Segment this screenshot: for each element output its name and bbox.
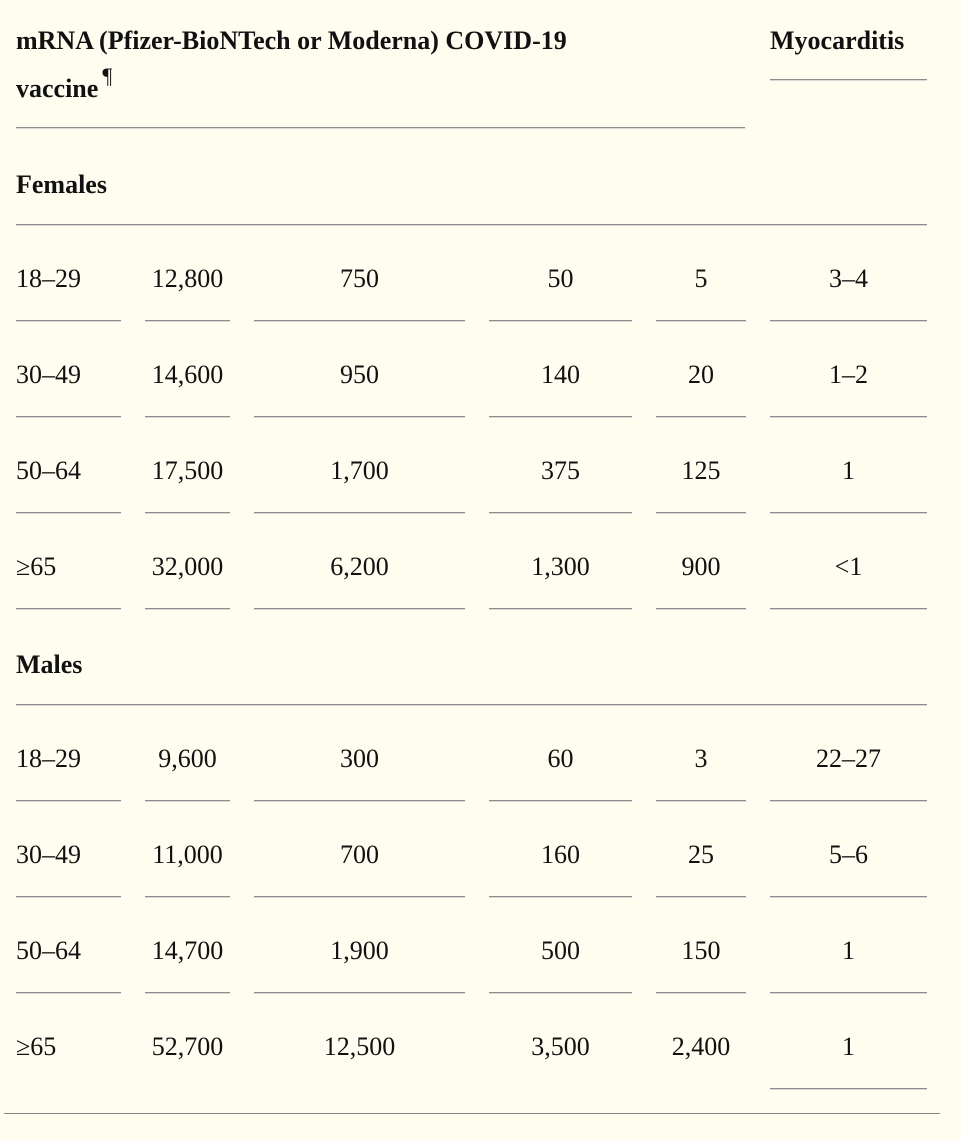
table-cell-c4: 125 xyxy=(681,456,721,485)
cell-rule xyxy=(16,416,121,418)
table-cell-age: ≥65 xyxy=(16,1032,57,1061)
cell-rule xyxy=(656,896,746,898)
table-cell-c3: 60 xyxy=(547,744,574,773)
cell-rule xyxy=(770,320,927,322)
cell-rule xyxy=(254,992,465,994)
table-cell-c2: 700 xyxy=(340,840,379,869)
cell-rule xyxy=(489,416,632,418)
cell-rule xyxy=(489,608,632,610)
footnote-mark: ¶ xyxy=(102,63,113,88)
table-cell-c1: 9,600 xyxy=(158,744,217,773)
myocarditis-header: Myocarditis xyxy=(770,26,905,55)
cell-rule xyxy=(254,416,465,418)
cell-rule xyxy=(489,512,632,514)
table-cell-c2: 1,900 xyxy=(330,936,389,965)
header-title-line1: mRNA (Pfizer-BioNTech or Moderna) COVID-19 xyxy=(16,26,567,55)
table-cell-age: 18–29 xyxy=(16,744,81,773)
table-cell-c1: 12,800 xyxy=(151,264,224,293)
cell-rule xyxy=(254,320,465,322)
table-bottom-border xyxy=(4,1113,940,1114)
table-cell-c1: 17,500 xyxy=(151,456,224,485)
table-cell-c3: 140 xyxy=(541,360,580,389)
table-cell-c2: 6,200 xyxy=(330,552,389,581)
cell-rule xyxy=(16,512,121,514)
table-cell-c5: 5–6 xyxy=(829,840,868,869)
cell-rule xyxy=(656,320,746,322)
header-title-line2 xyxy=(16,63,113,105)
cell-rule xyxy=(145,992,230,994)
cell-rule xyxy=(254,896,465,898)
group-label: Males xyxy=(16,650,83,679)
table-cell-c2: 300 xyxy=(340,744,379,773)
cell-rule xyxy=(145,800,230,802)
header-title-vaccine: vaccine xyxy=(16,74,99,103)
cell-rule xyxy=(770,512,927,514)
table-cell-c1: 14,600 xyxy=(151,360,224,389)
cell-rule xyxy=(770,608,927,610)
cell-rule xyxy=(145,608,230,610)
table-cell-age: 30–49 xyxy=(16,360,81,389)
cell-rule xyxy=(489,800,632,802)
group-label: Females xyxy=(16,170,107,199)
group-rule xyxy=(16,704,927,706)
cell-rule xyxy=(656,992,746,994)
cell-rule xyxy=(16,608,121,610)
table-cell-c5: 3–4 xyxy=(829,264,868,293)
table-cell-c2: 750 xyxy=(340,264,379,293)
cell-rule xyxy=(16,896,121,898)
cell-rule xyxy=(770,1088,927,1090)
cell-rule xyxy=(254,512,465,514)
cell-rule xyxy=(656,512,746,514)
table-cell-c1: 14,700 xyxy=(151,936,224,965)
cell-rule xyxy=(145,416,230,418)
table-cell-c5: <1 xyxy=(834,552,863,581)
table-cell-c3: 500 xyxy=(541,936,580,965)
table-cell-c2: 12,500 xyxy=(323,1032,396,1061)
cell-rule xyxy=(656,416,746,418)
cell-rule xyxy=(145,896,230,898)
cell-rule xyxy=(254,800,465,802)
table-cell-c3: 1,300 xyxy=(531,552,590,581)
cell-rule xyxy=(770,800,927,802)
table-cell-age: 50–64 xyxy=(16,936,81,965)
cell-rule xyxy=(489,992,632,994)
table-cell-c4: 5 xyxy=(694,264,708,293)
table-cell-age: ≥65 xyxy=(16,552,57,581)
table-cell-c3: 375 xyxy=(541,456,580,485)
table-cell-c3: 160 xyxy=(541,840,580,869)
cell-rule xyxy=(16,800,121,802)
table-cell-c3: 50 xyxy=(547,264,574,293)
group-rule xyxy=(16,224,927,226)
table-cell-age: 30–49 xyxy=(16,840,81,869)
table-cell-c5: 22–27 xyxy=(816,744,881,773)
cell-rule xyxy=(770,992,927,994)
table-cell-c2: 950 xyxy=(340,360,379,389)
table-cell-c3: 3,500 xyxy=(531,1032,590,1061)
table-cell-c1: 52,700 xyxy=(151,1032,224,1061)
table-cell-c5: 1 xyxy=(842,456,855,485)
table-cell-c2: 1,700 xyxy=(330,456,389,485)
cell-rule xyxy=(489,896,632,898)
table-cell-c4: 25 xyxy=(688,840,714,869)
cell-rule xyxy=(16,992,121,994)
table-cell-c5: 1 xyxy=(842,1032,855,1061)
table-cell-c4: 2,400 xyxy=(671,1032,731,1061)
table-cell-age: 50–64 xyxy=(16,456,81,485)
table-cell-c4: 900 xyxy=(681,552,721,581)
cell-rule xyxy=(656,608,746,610)
header-rule-title xyxy=(16,127,745,129)
cell-rule xyxy=(770,416,927,418)
table-cell-c1: 11,000 xyxy=(152,840,223,869)
table-cell-c5: 1 xyxy=(842,936,855,965)
table-cell-c1: 32,000 xyxy=(151,552,224,581)
cell-rule xyxy=(770,896,927,898)
table-cell-c5: 1–2 xyxy=(829,360,868,389)
cell-rule xyxy=(489,320,632,322)
cell-rule xyxy=(145,512,230,514)
table-cell-c4: 150 xyxy=(681,936,721,965)
cell-rule xyxy=(16,320,121,322)
cell-rule xyxy=(145,320,230,322)
table-cell-c4: 3 xyxy=(694,744,708,773)
cell-rule xyxy=(254,608,465,610)
header-rule-myocarditis xyxy=(770,79,927,81)
cell-rule xyxy=(656,800,746,802)
table-cell-c4: 20 xyxy=(688,360,714,389)
table-cell-age: 18–29 xyxy=(16,264,81,293)
